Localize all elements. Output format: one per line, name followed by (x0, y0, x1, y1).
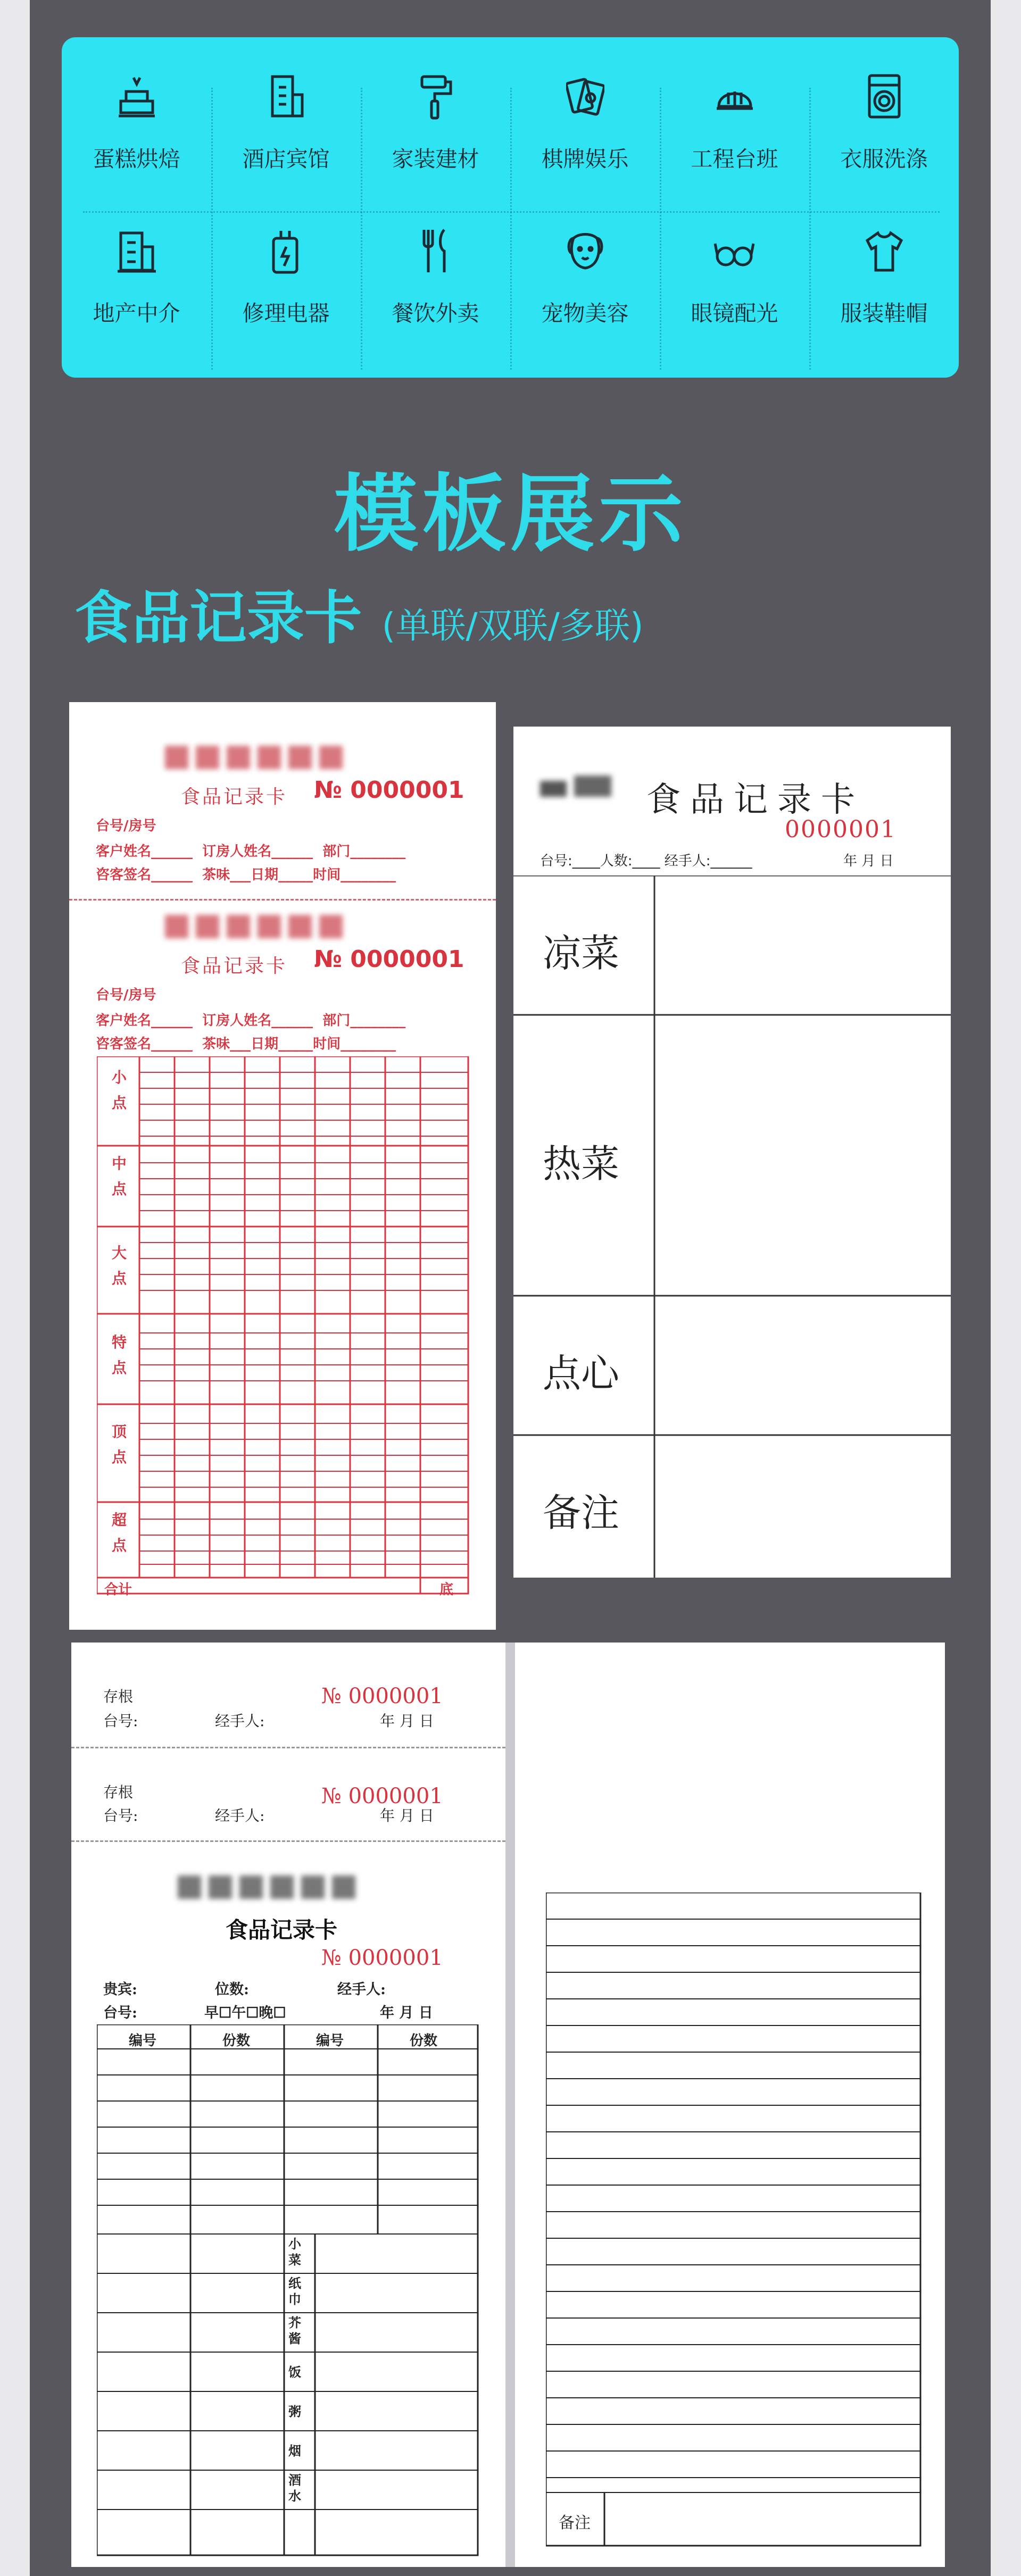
category-item[interactable]: 酒店宾馆 (211, 59, 361, 199)
category-grid (62, 37, 959, 378)
table-number-label: 台号: (103, 1712, 138, 1730)
stub-label: 存根 (103, 1688, 134, 1705)
glasses-icon (708, 228, 761, 276)
washing-machine-icon (865, 73, 903, 121)
signature-row: 咨客签名______ 茶味___日期_____时间________ (96, 1036, 396, 1052)
fork-knife-icon (417, 228, 455, 276)
building-icon (118, 228, 156, 276)
section-label: 顶点 (112, 1423, 127, 1466)
food-record-card-stub (71, 1643, 505, 2567)
card-number: № 0000001 (314, 777, 464, 804)
appliance-repair-icon (267, 228, 305, 276)
section-title: 模板展示 (334, 465, 687, 563)
cake-icon (118, 73, 156, 121)
blurred-logo (540, 776, 619, 799)
blurred-shop-name (165, 915, 350, 940)
guest-label: 贵宾: (103, 1981, 137, 1998)
stub-number: № 0000001 (321, 1684, 443, 1708)
card-heading: 食品记录卡 (181, 786, 288, 808)
total-label: 合计 (104, 1582, 132, 1598)
customer-row: 客户姓名______ 订房人姓名______ 部门________ (96, 1013, 406, 1029)
category-item[interactable]: 家装建材 (361, 59, 510, 199)
category-item[interactable]: 餐饮外卖 (361, 213, 510, 354)
blurred-shop-name (165, 746, 350, 771)
room-number-label: 台号/房号 (96, 987, 156, 1003)
section-subtitle (74, 572, 644, 654)
card-heading: 食品记录卡 (646, 780, 865, 820)
card-number: № 0000001 (314, 946, 464, 973)
category-item[interactable]: 宠物美容 (510, 213, 660, 354)
category-item[interactable]: 地产中介 (62, 213, 211, 354)
paper-divider (505, 1643, 515, 2567)
tear-line (71, 1747, 505, 1748)
category-item[interactable]: 服装鞋帽 (809, 213, 959, 354)
handler-label: 经手人: (215, 1807, 265, 1824)
side-item-label: 纸巾 (288, 2275, 301, 2307)
notes-label: 备注 (559, 2514, 591, 2532)
category-item[interactable]: 衣服洗涤 (809, 59, 959, 199)
stub-label: 存根 (103, 1783, 134, 1801)
handler-label: 经手人: (337, 1981, 386, 1998)
hotel-building-icon (267, 73, 305, 121)
side-item-label: 酒水 (288, 2472, 301, 2504)
blurred-shop-name (178, 1875, 363, 1901)
row-label-dessert: 点心 (543, 1351, 620, 1396)
side-item-label: 芥酱 (288, 2315, 301, 2346)
date-label: 年 月 日 (380, 2005, 433, 2021)
handler-label: 经手人: (215, 1712, 265, 1730)
section-label: 小点 (112, 1069, 127, 1112)
side-item-label: 粥 (288, 2404, 301, 2419)
side-item-label: 小菜 (288, 2236, 301, 2267)
date-label: 年 月 日 (380, 1712, 434, 1730)
food-record-card-table (513, 727, 951, 1578)
subtitle-main: 食品记录卡 (74, 585, 362, 652)
row-label-cold: 凉菜 (543, 931, 620, 976)
section-label: 大点 (112, 1244, 127, 1287)
food-record-card-lined (515, 1643, 945, 2567)
col-header: 编号 (316, 2033, 344, 2049)
side-item-label: 饭 (288, 2364, 301, 2380)
playing-cards-icon (566, 73, 604, 121)
category-item[interactable]: 工程台班 (660, 59, 809, 199)
room-number-label: 台号/房号 (96, 818, 156, 834)
date-label: 年 月 日 (380, 1807, 434, 1824)
table-number-label: 台号: (103, 2005, 137, 2021)
card-number: 0000001 (785, 816, 897, 843)
section-label: 中点 (112, 1155, 127, 1198)
tshirt-icon (865, 228, 903, 276)
category-item[interactable]: 眼镜配光 (660, 213, 809, 354)
stub-number: № 0000001 (321, 1784, 443, 1808)
section-label: 超点 (112, 1511, 127, 1554)
category-item[interactable]: 修理电器 (211, 213, 361, 354)
card-heading: 食品记录卡 (181, 955, 288, 977)
dog-face-icon (566, 228, 604, 276)
col-header: 编号 (129, 2033, 157, 2049)
card-heading: 食品记录卡 (226, 1917, 338, 1943)
lined-table (546, 1893, 922, 2547)
tear-line (71, 1840, 505, 1842)
date-label: 年 月 日 (843, 853, 894, 869)
bottom-label: 底 (439, 1582, 454, 1598)
category-item[interactable]: 蛋糕烘焙 (62, 59, 211, 199)
col-header: 份数 (222, 2033, 251, 2049)
menu-table (513, 876, 951, 1578)
order-table (97, 2024, 479, 2556)
hard-hat-icon (716, 73, 754, 121)
card-number: № 0000001 (321, 1946, 443, 1970)
seats-label: 位数: (215, 1981, 249, 1998)
table-number-label: 台号: (103, 1807, 138, 1824)
side-item-label: 烟 (288, 2443, 301, 2458)
paint-roller-icon (417, 73, 455, 121)
meal-checkboxes[interactable]: 早☐午☐晚☐ (204, 2005, 286, 2021)
info-row: 台号:____人数:____ 经手人:______ (540, 853, 752, 869)
col-header: 份数 (410, 2033, 438, 2049)
customer-row: 客户姓名______ 订房人姓名______ 部门________ (96, 844, 406, 860)
section-label: 特点 (112, 1333, 127, 1377)
tear-line (69, 899, 496, 901)
category-item[interactable]: 棋牌娱乐 (510, 59, 660, 199)
subtitle-sub: (单联/双联/多联) (381, 605, 644, 646)
signature-row: 咨客签名______ 茶味___日期_____时间________ (96, 867, 396, 883)
row-label-hot: 热菜 (543, 1141, 620, 1186)
order-grid (97, 1056, 469, 1599)
row-label-notes: 备注 (543, 1490, 620, 1535)
food-record-card-red (69, 702, 496, 1630)
